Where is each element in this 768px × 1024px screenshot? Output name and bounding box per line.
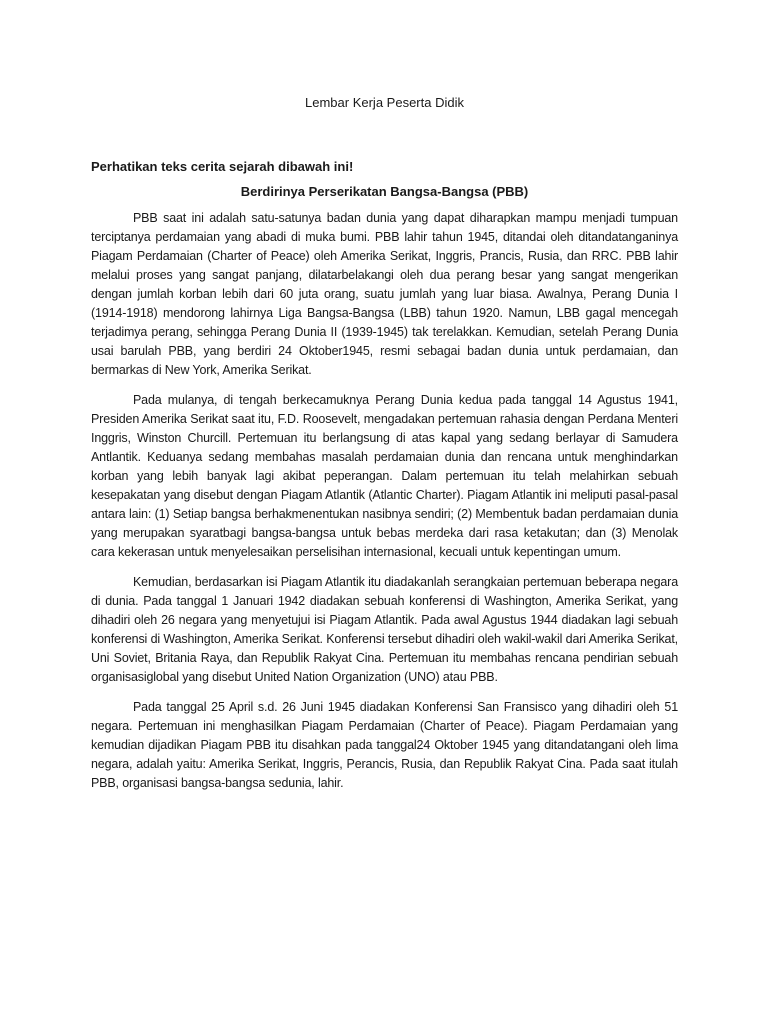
section-title: Berdirinya Perserikatan Bangsa-Bangsa (PBB) <box>240 184 529 199</box>
document-title: Lembar Kerja Peserta Didik <box>305 95 464 110</box>
paragraph: Kemudian, berdasarkan isi Piagam Atlantik itu diadakanlah serangkaian pertemuan beberapa negara di dunia. Pada tanggal 1 Januari 1942 diadakan sebuah konferensi di Washington, Amerika Serikat, yang dihadiri oleh 26 negara yang menyetujui isi Piagam Atlantik. Pada awal Agustus 1944 diadakan lagi sebuah konferensi di Washington, Amerika Serikat. Konferensi tersebut dihadiri oleh wakil-wakil dari Amerika Serikat, Uni Soviet, Britania Raya, dan Republik Rakyat Cina. Pertemuan itu membahas rencana pendirian sebuah organisasiglobal yang disebut United Nation Organization (UNO) atau PBB. <box>91 575 678 684</box>
paragraph: Pada mulanya, di tengah berkecamuknya Perang Dunia kedua pada tanggal 14 Agustus 1941, Presiden Amerika Serikat saat itu, F.D. Roosevelt, mengadakan pertemuan rahasia dengan Perdana Menteri Inggris, Winston Churcill. Pertemuan itu berlangsung di atas kapal yang sedang berlayar di Samudera Antlantik. Keduanya sedang membahas masalah perdamaian dunia dan rencana untuk menghindarkan korban yang lebih banyak lagi akibat peperangan. Dalam pertemuan itu telah melahirkan sebuah kesepakatan yang disebut dengan Piagam Atlantik (Atlantic Charter). Piagam Atlantik ini meliputi pasal-pasal antara lain: (1) Setiap bangsa berhakmenentukan nasibnya sendiri; (2) Membentuk badan perdamaian dunia yang merupakan syaratbagi bangsa-bangsa untuk bebas merdeka dari rasa ketakutan; dan (3) Menolak cara kekerasan untuk menyelesaikan perselisihan internasional, kecuali untuk kepentingan umum. <box>91 393 678 559</box>
paragraph: Pada tanggal 25 April s.d. 26 Juni 1945 diadakan Konferensi San Fransisco yang dihadiri oleh 51 negara. Pertemuan ini menghasilkan Piagam Perdamaian (Charter of Peace). Piagam Perdamaian yang kemudian dijadikan Piagam PBB itu disahkan pada tanggal24 Oktober 1945 yang ditandatangani oleh lima negara, adalah yaitu: Amerika Serikat, Inggris, Perancis, Rusia, dan Republik Rakyat Cina. Pada saat itulah PBB, organisasi bangsa-bangsa sedunia, lahir. <box>91 700 678 790</box>
document-body <box>91 94 678 804</box>
intro-instruction: Perhatikan teks cerita sejarah dibawah ini! <box>91 159 354 174</box>
paragraph: PBB saat ini adalah satu-satunya badan dunia yang dapat diharapkan mampu menjadi tumpuan terciptanya perdamaian yang abadi di muka bumi. PBB lahir tahun 1945, ditandai oleh ditandatanganinya Piagam Perdamaian (Charter of Peace) oleh Amerika Serikat, Inggris, Prancis, Rusia, dan RRC. PBB lahir melalui proses yang sangat panjang, dilatarbelakangi oleh dua perang besar yang sangat mengerikan dengan jumlah korban lebih dari 60 juta orang, suatu jumlah yang luar biasa. Awalnya, Perang Dunia I (1914-1918) mendorong lahirnya Liga Bangsa-Bangsa (LBB) tahun 1920. Namun, LBB gagal mencegah terjadimya perang, sehingga Perang Dunia II (1939-1945) tak terelakkan. Kemudian, setelah Perang Dunia usai barulah PBB, yang berdiri 24 Oktober1945, resmi sebagai badan dunia untuk perdamaian, dan bermarkas di New York, Amerika Serikat. <box>91 211 678 377</box>
